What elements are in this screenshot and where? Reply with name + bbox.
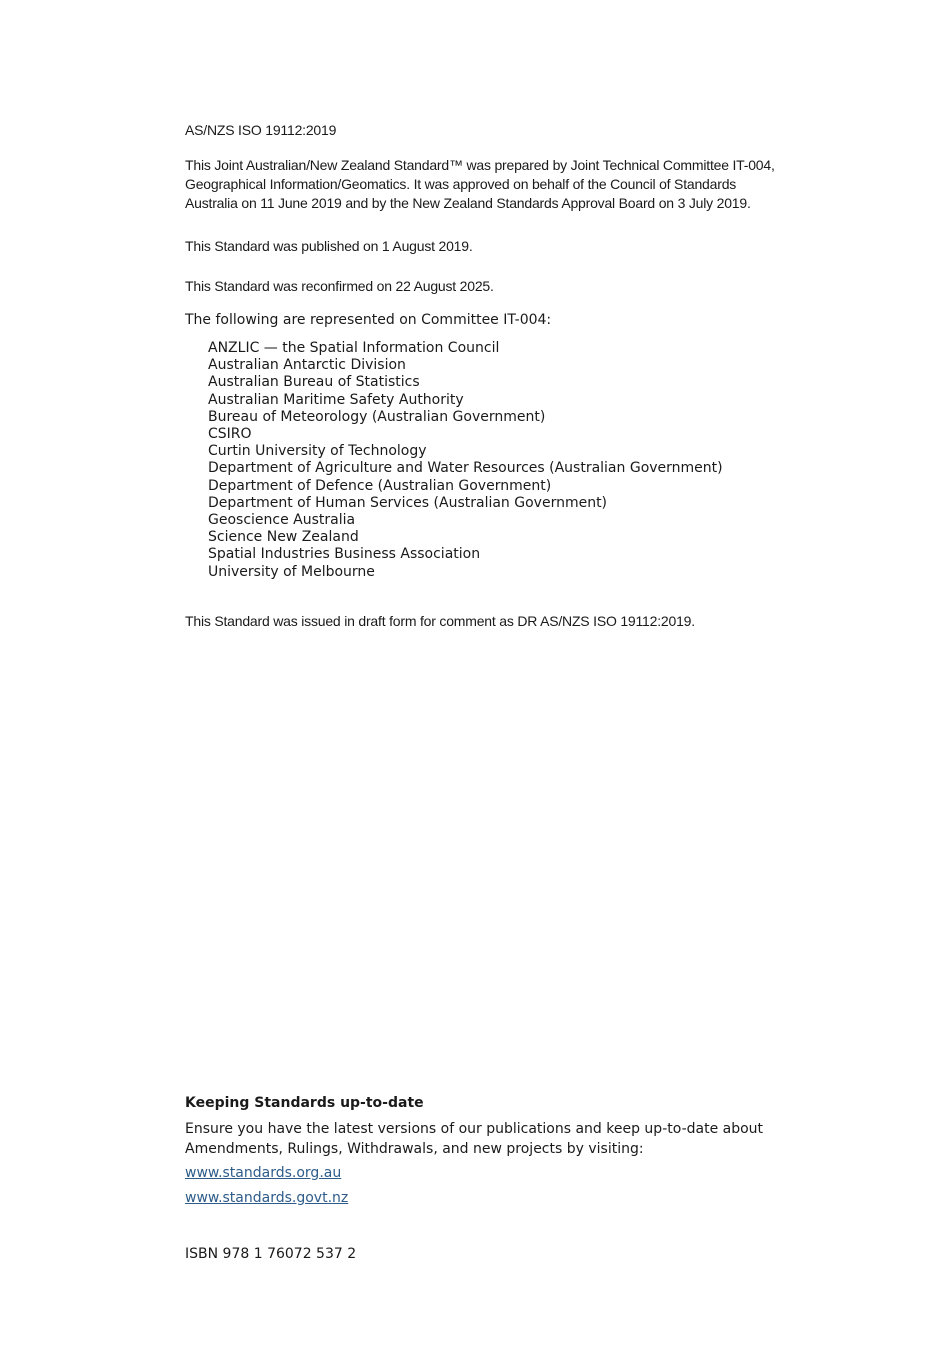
committee-member: Spatial Industries Business Association: [208, 546, 481, 563]
committee-member: Australian Maritime Safety Authority: [208, 391, 464, 408]
committee-member: Bureau of Meteorology (Australian Government): [208, 408, 546, 425]
isbn: ISBN 978 1 76072 537 2: [185, 1246, 357, 1262]
standards-australia-link[interactable]: www.standards.org.au: [185, 1165, 342, 1181]
committee-member: Australian Antarctic Division: [208, 357, 406, 374]
standard-designation: AS/NZS ISO 19112:2019: [185, 122, 337, 138]
committee-intro: The following are represented on Committee IT-004:: [185, 312, 552, 328]
committee-member: Department of Defence (Australian Government): [208, 477, 552, 494]
committee-member: Department of Agriculture and Water Resources (Australian Government): [208, 460, 723, 477]
preparation-statement: This Joint Australian/New Zealand Standard™ was prepared by Joint Technical Committee IT-004, Geographical Information/Geomatics. It was approved on behalf of the Council of Standards Australia on 11 June 2019 and by the New Zealand Standards Approval Board on 3 July 2019.: [185, 157, 775, 211]
draft-note: This Standard was issued in draft form for comment as DR AS/NZS ISO 19112:2019.: [185, 613, 695, 629]
committee-member-list: [208, 340, 808, 581]
committee-member: Science New Zealand: [208, 529, 359, 546]
committee-member: University of Melbourne: [208, 563, 375, 580]
committee-member: Curtin University of Technology: [208, 443, 427, 460]
reconfirmation-statement: This Standard was reconfirmed on 22 August 2025.: [185, 278, 494, 294]
keeping-up-to-date-text: Ensure you have the latest versions of our publications and keep up-to-date about Amendments, Rulings, Withdrawals, and new projects by visiting:: [185, 1121, 764, 1157]
keeping-up-to-date-heading: Keeping Standards up-to-date: [185, 1095, 424, 1111]
committee-member: Geoscience Australia: [208, 512, 356, 529]
committee-member: CSIRO: [208, 426, 252, 443]
committee-member: ANZLIC — the Spatial Information Council: [208, 340, 500, 356]
committee-member: Australian Bureau of Statistics: [208, 374, 420, 391]
committee-member: Department of Human Services (Australian Government): [208, 494, 608, 511]
publication-statement: This Standard was published on 1 August 2019.: [185, 238, 473, 254]
standards-nz-link[interactable]: www.standards.govt.nz: [185, 1190, 349, 1206]
